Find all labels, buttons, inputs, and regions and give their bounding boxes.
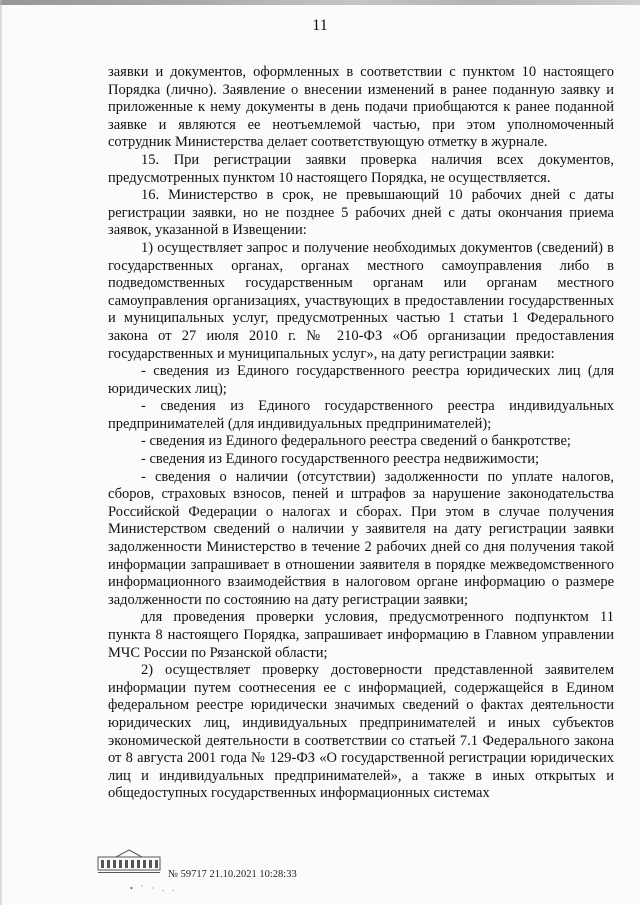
list-item-tax-debt: - сведения о наличии (отсутствии) задолженности по уплате налогов, сборов, страховых взносов, пеней и штрафов за нарушение законодательства Российской Федерации о налогах и сборах. При этом в случае получения Министерством сведений о наличии у заявителя на дату регистрации заявки задолженности Министерство в течение 2 рабочих дней со дня получения такой информации запрашивает в отношении заявителя в порядке межведомственного информационного взаимодействия в налоговом органе информацию о размере задолженности по состоянию на дату регистрации заявки; — [108, 468, 614, 608]
building-stamp-icon — [96, 848, 162, 875]
registration-stamp-text: № 59717 21.10.2021 10:28:33 — [168, 869, 297, 880]
paragraph-16-2: 2) осуществляет проверку достоверности представленной заявителем информации путем соотнесения ее с информацией, содержащейся в Едином федеральном реестре юридически значимых сведений о фактах деятельности юридических лиц, индивидуальных предпринимателей и иных субъектов экономической деятельности в соответствии со статьей 7.1 Федерального закона от 8 августа 2001 года № 129-ФЗ «О государственной регистрации юридических лиц и индивидуальных предпринимателей», а также в иных открытых и общедоступных государственных информационных системах — [108, 662, 614, 802]
list-item-bankruptcy: - сведения из Единого федерального реестра сведений о банкротстве; — [141, 433, 571, 450]
paragraph-16: 16. Министерство в срок, не превышающий 10 рабочих дней с даты регистрации заявки, но не позднее 5 рабочих дней с даты окончания приема заявок, указанной в Извещении: — [108, 187, 614, 239]
scan-edge-left — [0, 0, 2, 905]
document-body — [108, 64, 614, 803]
scan-edge-top — [0, 0, 640, 5]
list-item-egrul: - сведения из Единого государственного реестра юридических лиц (для юридических лиц); — [108, 363, 614, 397]
list-item-egrn: - сведения из Единого государственного реестра недвижимости; — [141, 451, 539, 468]
paragraph-mchs: для проведения проверки условия, предусмотренного подпунктом 11 пункта 8 настоящего Порядка, запрашивает информацию в Главном управлении МЧС России по Рязанской области; — [108, 609, 614, 661]
paragraph-continuation: заявки и документов, оформленных в соответствии с пунктом 10 настоящего Порядка (лично). Заявление о внесении изменений в ранее поданную заявку и приложенные к нему документы в день подачи приобщаются к ранее поданной заявке и являются ее неотъемлемой частью, при этом уполномоченный сотрудник Министерства делает соответствующую отметку в журнале. — [108, 64, 614, 151]
paragraph-16-1: 1) осуществляет запрос и получение необходимых документов (сведений) в государственных органах, органах местного самоуправления либо в подведомственных государственным органам или органам местного самоуправления организациях, участвующих в предоставлении государственных и муниципальных услуг, предусмотренных частью 1 статьи 1 Федерального закона от 27 июля 2010 г. № 210-ФЗ «Об организации предоставления государственных и муниципальных услуг», на дату регистрации заявки: — [108, 239, 614, 362]
list-item-egrip: - сведения из Единого государственного реестра индивидуальных предпринимателей (для индивидуальных предпринимателей); — [108, 398, 614, 432]
footer-scan-marks: • ` · . . — [130, 884, 178, 893]
paragraph-15: 15. При регистрации заявки проверка наличия всех документов, предусмотренных пунктом 10 настоящего Порядка, не осуществляется. — [108, 151, 614, 186]
page-number: 11 — [312, 17, 328, 34]
